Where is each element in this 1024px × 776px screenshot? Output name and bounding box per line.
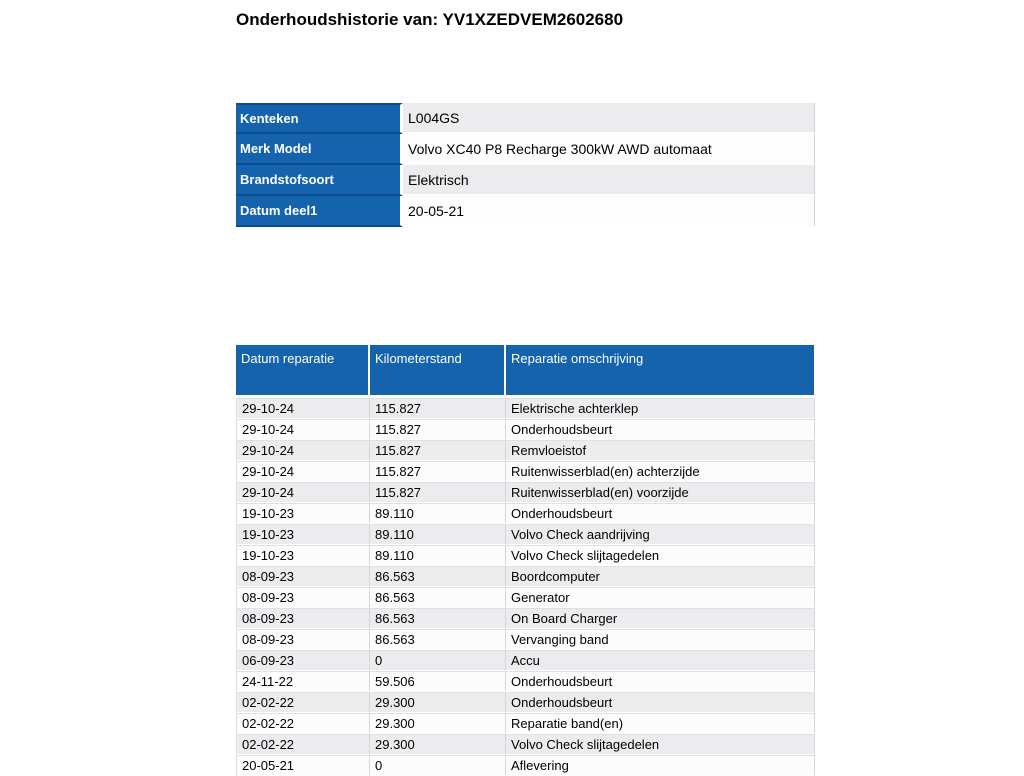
repair-table-row	[236, 650, 815, 671]
repair-km-cell: 115.827	[370, 419, 506, 440]
repair-km-cell: 115.827	[370, 440, 506, 461]
repair-date-cell: 08-09-23	[236, 566, 370, 587]
repair-column-header: Datum reparatie	[236, 345, 370, 398]
info-row-label: Brandstofsoort	[236, 165, 403, 196]
info-row-value: L004GS	[403, 103, 815, 134]
repair-table-row	[236, 398, 815, 419]
repair-description-cell: Volvo Check aandrijving	[506, 524, 815, 545]
repair-table-row	[236, 734, 815, 755]
repair-table-row	[236, 608, 815, 629]
repair-date-cell: 02-02-22	[236, 734, 370, 755]
repair-description-cell: Remvloeistof	[506, 440, 815, 461]
repair-date-cell: 29-10-24	[236, 440, 370, 461]
repair-km-cell: 89.110	[370, 503, 506, 524]
repair-description-cell: Ruitenwisserblad(en) achterzijde	[506, 461, 815, 482]
repair-date-cell: 02-02-22	[236, 692, 370, 713]
info-row-value: Elektrisch	[403, 165, 815, 196]
repair-date-cell: 29-10-24	[236, 482, 370, 503]
repair-table-row	[236, 482, 815, 503]
repair-table-row	[236, 503, 815, 524]
repair-date-cell: 19-10-23	[236, 524, 370, 545]
repair-km-cell: 0	[370, 755, 506, 776]
repair-km-cell: 86.563	[370, 629, 506, 650]
repair-date-cell: 08-09-23	[236, 608, 370, 629]
repair-description-cell: Volvo Check slijtagedelen	[506, 545, 815, 566]
repair-table-row	[236, 566, 815, 587]
repair-table-row	[236, 629, 815, 650]
repair-date-cell: 29-10-24	[236, 419, 370, 440]
info-row	[236, 196, 815, 227]
repair-history-table	[236, 345, 815, 776]
repair-table-row	[236, 461, 815, 482]
repair-km-cell: 89.110	[370, 524, 506, 545]
repair-table-header-row	[236, 345, 815, 398]
repair-column-header: Kilometerstand	[370, 345, 506, 398]
repair-date-cell: 02-02-22	[236, 713, 370, 734]
repair-table-row	[236, 440, 815, 461]
repair-description-cell: Boordcomputer	[506, 566, 815, 587]
repair-table-row	[236, 671, 815, 692]
repair-description-cell: Onderhoudsbeurt	[506, 692, 815, 713]
info-row-label: Merk Model	[236, 134, 403, 165]
repair-km-cell: 115.827	[370, 461, 506, 482]
repair-table-row	[236, 524, 815, 545]
repair-km-cell: 59.506	[370, 671, 506, 692]
repair-description-cell: Vervanging band	[506, 629, 815, 650]
info-row-label: Datum deel1	[236, 196, 403, 227]
repair-date-cell: 06-09-23	[236, 650, 370, 671]
repair-description-cell: Aflevering	[506, 755, 815, 776]
repair-km-cell: 86.563	[370, 587, 506, 608]
repair-table-row	[236, 545, 815, 566]
repair-description-cell: On Board Charger	[506, 608, 815, 629]
repair-description-cell: Reparatie band(en)	[506, 713, 815, 734]
repair-km-cell: 89.110	[370, 545, 506, 566]
repair-km-cell: 86.563	[370, 608, 506, 629]
repair-date-cell: 29-10-24	[236, 461, 370, 482]
repair-km-cell: 115.827	[370, 482, 506, 503]
repair-date-cell: 19-10-23	[236, 545, 370, 566]
repair-km-cell: 29.300	[370, 692, 506, 713]
info-row-label: Kenteken	[236, 103, 403, 134]
repair-km-cell: 115.827	[370, 398, 506, 419]
info-row-value: 20-05-21	[403, 196, 815, 227]
repair-description-cell: Accu	[506, 650, 815, 671]
repair-date-cell: 08-09-23	[236, 629, 370, 650]
info-row-value: Volvo XC40 P8 Recharge 300kW AWD automaat	[403, 134, 815, 165]
repair-km-cell: 0	[370, 650, 506, 671]
repair-description-cell: Onderhoudsbeurt	[506, 671, 815, 692]
repair-date-cell: 24-11-22	[236, 671, 370, 692]
repair-date-cell: 19-10-23	[236, 503, 370, 524]
repair-description-cell: Volvo Check slijtagedelen	[506, 734, 815, 755]
repair-table-row	[236, 755, 815, 776]
vehicle-info-table	[236, 103, 815, 227]
repair-date-cell: 20-05-21	[236, 755, 370, 776]
info-row	[236, 134, 815, 165]
repair-date-cell: 29-10-24	[236, 398, 370, 419]
repair-table-row	[236, 587, 815, 608]
repair-column-header: Reparatie omschrijving	[506, 345, 815, 398]
repair-description-cell: Ruitenwisserblad(en) voorzijde	[506, 482, 815, 503]
repair-km-cell: 29.300	[370, 734, 506, 755]
info-row	[236, 165, 815, 196]
repair-table-row	[236, 692, 815, 713]
repair-km-cell: 29.300	[370, 713, 506, 734]
repair-date-cell: 08-09-23	[236, 587, 370, 608]
repair-km-cell: 86.563	[370, 566, 506, 587]
repair-description-cell: Onderhoudsbeurt	[506, 503, 815, 524]
repair-description-cell: Elektrische achterklep	[506, 398, 815, 419]
info-row	[236, 103, 815, 134]
repair-table-row	[236, 713, 815, 734]
repair-description-cell: Generator	[506, 587, 815, 608]
page-title: Onderhoudshistorie van: YV1XZEDVEM2602680	[236, 10, 624, 29]
repair-description-cell: Onderhoudsbeurt	[506, 419, 815, 440]
repair-table-row	[236, 419, 815, 440]
